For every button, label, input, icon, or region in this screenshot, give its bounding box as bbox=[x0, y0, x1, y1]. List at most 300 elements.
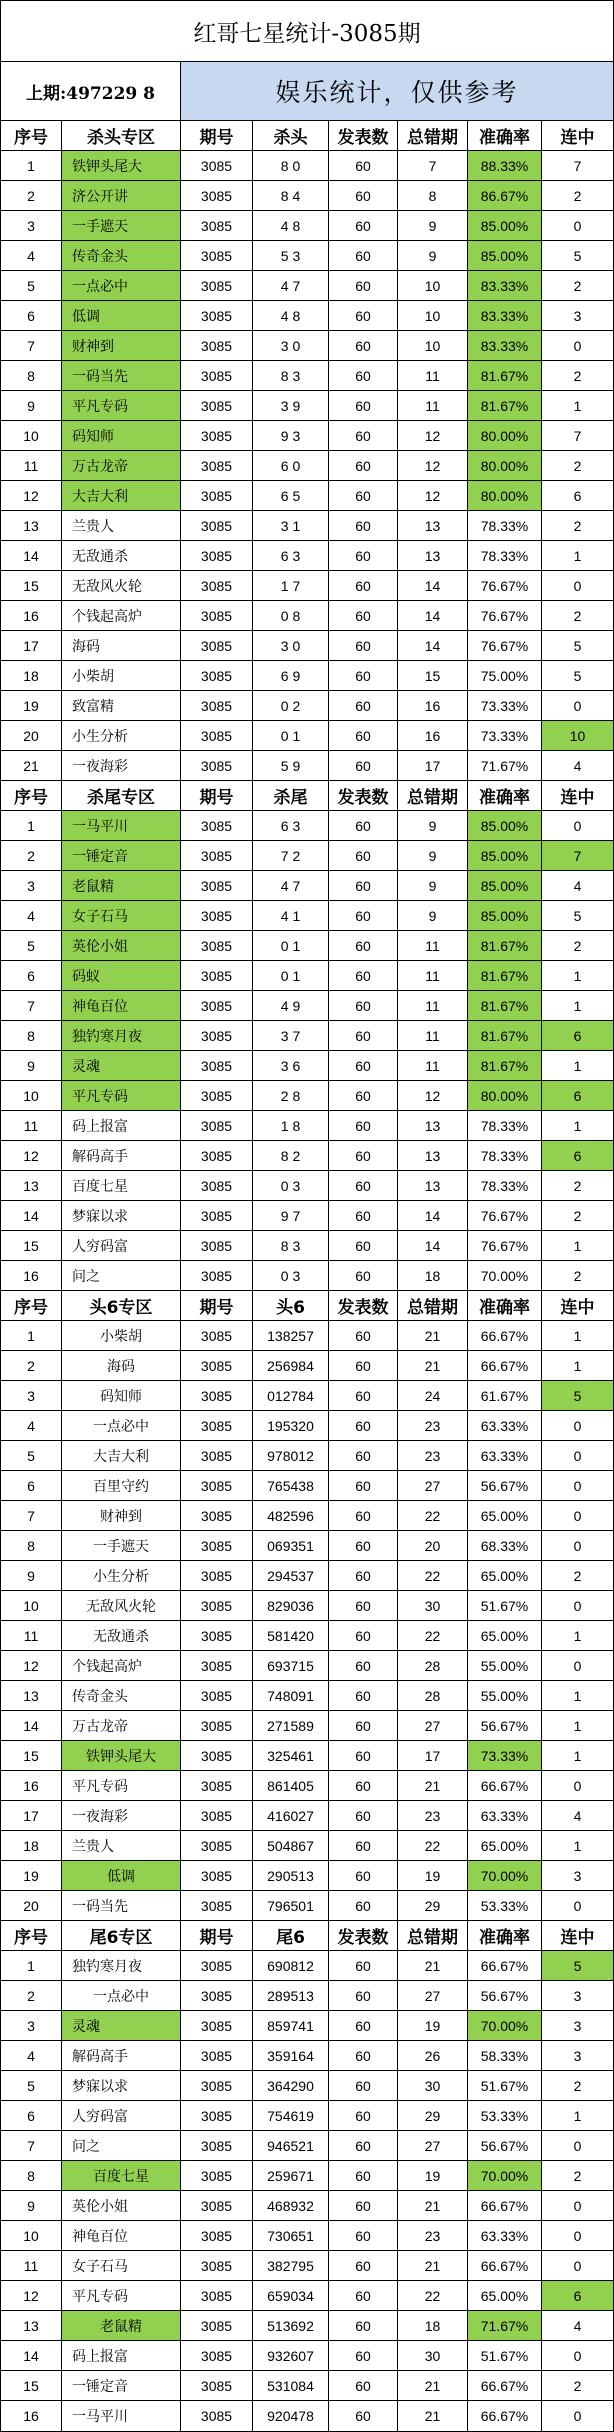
accuracy-rate-cell: 76.67% bbox=[468, 571, 542, 600]
row-number-cell: 11 bbox=[1, 2251, 62, 2280]
expert-name-cell: 传奇金头 bbox=[62, 1681, 181, 1710]
win-streak-cell: 0 bbox=[573, 697, 582, 714]
expert-name-cell: 梦寐以求 bbox=[62, 2071, 181, 2100]
win-streak-cell: 0 bbox=[573, 337, 582, 354]
published-count-cell: 60 bbox=[329, 691, 398, 720]
accuracy-rate-cell: 85.00% bbox=[468, 871, 542, 900]
expert-name-cell: 无敌风火轮 bbox=[62, 1591, 181, 1620]
row-number-cell: 12 bbox=[1, 1141, 62, 1170]
table-row bbox=[1, 451, 613, 481]
issue-number-cell: 3085 bbox=[181, 1951, 253, 1980]
column-header-published-count: 发表数 bbox=[329, 781, 398, 810]
page-title: 红哥七星统计-3085期 bbox=[1, 1, 613, 62]
accuracy-rate-cell: 56.67% bbox=[468, 1981, 542, 2010]
expert-name-cell: 一码当先 bbox=[62, 1891, 181, 1920]
table-row bbox=[1, 2071, 613, 2101]
win-streak-cell: 1 bbox=[573, 397, 582, 414]
prediction-cell: 271589 bbox=[253, 1711, 329, 1740]
expert-name-cell: 百里守约 bbox=[62, 1471, 181, 1500]
issue-number-cell: 3085 bbox=[181, 511, 253, 540]
table-row bbox=[1, 1171, 613, 1201]
column-header-row-number: 序号 bbox=[1, 1921, 62, 1950]
total-misses-cell: 23 bbox=[398, 1801, 468, 1830]
total-misses-cell: 15 bbox=[398, 661, 468, 690]
issue-number-cell: 3085 bbox=[181, 1231, 253, 1260]
section-header-row-3 bbox=[1, 1291, 613, 1321]
expert-name-cell: 兰贵人 bbox=[62, 511, 181, 540]
total-misses-cell: 13 bbox=[398, 541, 468, 570]
table-row bbox=[1, 931, 613, 961]
prediction-cell: 4 7 bbox=[253, 271, 329, 300]
total-misses-cell: 11 bbox=[398, 991, 468, 1020]
expert-name-cell: 解码高手 bbox=[62, 2041, 181, 2070]
row-number-cell: 5 bbox=[1, 2071, 62, 2100]
prediction-cell: 920478 bbox=[253, 2401, 329, 2431]
published-count-cell: 60 bbox=[329, 2341, 398, 2370]
prediction-cell: 513692 bbox=[253, 2311, 329, 2340]
prediction-cell: 1 8 bbox=[253, 1111, 329, 1140]
row-number-cell: 9 bbox=[1, 2191, 62, 2220]
published-count-cell: 60 bbox=[329, 151, 398, 180]
row-number-cell: 18 bbox=[1, 661, 62, 690]
expert-name-cell: 无敌通杀 bbox=[62, 1621, 181, 1650]
total-misses-cell: 8 bbox=[398, 181, 468, 210]
prediction-cell: 364290 bbox=[253, 2071, 329, 2100]
table-row bbox=[1, 1651, 613, 1681]
win-streak-cell: 1 bbox=[573, 1357, 582, 1374]
column-header-accuracy-rate: 准确率 bbox=[468, 121, 542, 150]
row-number-cell: 13 bbox=[1, 1681, 62, 1710]
win-streak-cell: 2 bbox=[573, 277, 582, 294]
total-misses-cell: 10 bbox=[398, 271, 468, 300]
win-streak-cell: 6 bbox=[542, 2281, 613, 2310]
issue-number-cell: 3085 bbox=[181, 391, 253, 420]
issue-number-cell: 3085 bbox=[181, 2011, 253, 2040]
expert-name-cell: 码知师 bbox=[62, 421, 181, 450]
expert-name-cell: 济公开讲 bbox=[62, 181, 181, 210]
row-number-cell: 13 bbox=[1, 1171, 62, 1200]
column-header-issue-number: 期号 bbox=[181, 1921, 253, 1950]
total-misses-cell: 29 bbox=[398, 1891, 468, 1920]
expert-name-cell: 低调 bbox=[62, 1861, 181, 1890]
issue-number-cell: 3085 bbox=[181, 271, 253, 300]
column-header-total-misses: 总错期 bbox=[398, 1291, 468, 1320]
expert-name-cell: 一点必中 bbox=[62, 1411, 181, 1440]
issue-number-cell: 3085 bbox=[181, 661, 253, 690]
table-row bbox=[1, 2371, 613, 2401]
published-count-cell: 60 bbox=[329, 751, 398, 780]
table-row bbox=[1, 1351, 613, 1381]
accuracy-rate-cell: 63.33% bbox=[468, 2221, 542, 2250]
row-number-cell: 10 bbox=[1, 1591, 62, 1620]
total-misses-cell: 23 bbox=[398, 1411, 468, 1440]
win-streak-cell: 0 bbox=[573, 1657, 582, 1674]
accuracy-rate-cell: 81.67% bbox=[468, 1021, 542, 1050]
accuracy-rate-cell: 53.33% bbox=[468, 2101, 542, 2130]
table-row bbox=[1, 271, 613, 301]
published-count-cell: 60 bbox=[329, 1411, 398, 1440]
issue-number-cell: 3085 bbox=[181, 841, 253, 870]
total-misses-cell: 14 bbox=[398, 1201, 468, 1230]
row-number-cell: 2 bbox=[1, 1351, 62, 1380]
prediction-cell: 9 3 bbox=[253, 421, 329, 450]
table-row bbox=[1, 1741, 613, 1771]
expert-name-cell: 小生分析 bbox=[62, 721, 181, 750]
summary-row bbox=[1, 62, 613, 121]
win-streak-cell: 0 bbox=[573, 1897, 582, 1914]
prediction-cell: 3 9 bbox=[253, 391, 329, 420]
published-count-cell: 60 bbox=[329, 1801, 398, 1830]
expert-name-cell: 码知师 bbox=[62, 1381, 181, 1410]
prediction-cell: 861405 bbox=[253, 1771, 329, 1800]
published-count-cell: 60 bbox=[329, 481, 398, 510]
row-number-cell: 7 bbox=[1, 1501, 62, 1530]
total-misses-cell: 21 bbox=[398, 2251, 468, 2280]
published-count-cell: 60 bbox=[329, 2221, 398, 2250]
table-row bbox=[1, 1951, 613, 1981]
win-streak-cell: 4 bbox=[573, 1807, 582, 1824]
column-header-row-number: 序号 bbox=[1, 1291, 62, 1320]
issue-number-cell: 3085 bbox=[181, 631, 253, 660]
published-count-cell: 60 bbox=[329, 1021, 398, 1050]
accuracy-rate-cell: 78.33% bbox=[468, 1141, 542, 1170]
accuracy-rate-cell: 81.67% bbox=[468, 391, 542, 420]
row-number-cell: 15 bbox=[1, 2371, 62, 2400]
row-number-cell: 21 bbox=[1, 751, 62, 780]
accuracy-rate-cell: 70.00% bbox=[468, 2161, 542, 2190]
table-row bbox=[1, 631, 613, 661]
published-count-cell: 60 bbox=[329, 721, 398, 750]
win-streak-cell: 1 bbox=[573, 2107, 582, 2124]
total-misses-cell: 21 bbox=[398, 1351, 468, 1380]
prediction-cell: 690812 bbox=[253, 1951, 329, 1980]
table-row bbox=[1, 391, 613, 421]
column-header-prediction: 头6 bbox=[253, 1291, 329, 1320]
total-misses-cell: 27 bbox=[398, 2131, 468, 2160]
prediction-cell: 0 1 bbox=[253, 931, 329, 960]
prediction-cell: 1 7 bbox=[253, 571, 329, 600]
issue-number-cell: 3085 bbox=[181, 901, 253, 930]
accuracy-rate-cell: 63.33% bbox=[468, 1801, 542, 1830]
expert-name-cell: 铁钾头尾大 bbox=[62, 1741, 181, 1770]
prediction-cell: 932607 bbox=[253, 2341, 329, 2370]
published-count-cell: 60 bbox=[329, 1981, 398, 2010]
row-number-cell: 16 bbox=[1, 1771, 62, 1800]
last-draw-result: 上期:497229 8 bbox=[1, 62, 181, 120]
table-row bbox=[1, 601, 613, 631]
win-streak-cell: 0 bbox=[573, 217, 582, 234]
prediction-cell: 946521 bbox=[253, 2131, 329, 2160]
total-misses-cell: 14 bbox=[398, 1231, 468, 1260]
win-streak-cell: 2 bbox=[573, 937, 582, 954]
row-number-cell: 14 bbox=[1, 541, 62, 570]
row-number-cell: 8 bbox=[1, 2161, 62, 2190]
win-streak-cell: 2 bbox=[573, 607, 582, 624]
issue-number-cell: 3085 bbox=[181, 301, 253, 330]
total-misses-cell: 21 bbox=[398, 2401, 468, 2431]
published-count-cell: 60 bbox=[329, 1171, 398, 1200]
expert-name-cell: 一码当先 bbox=[62, 361, 181, 390]
expert-name-cell: 老鼠精 bbox=[62, 2311, 181, 2340]
issue-number-cell: 3085 bbox=[181, 1381, 253, 1410]
row-number-cell: 6 bbox=[1, 2101, 62, 2130]
win-streak-cell: 4 bbox=[573, 757, 582, 774]
expert-name-cell: 平凡专码 bbox=[62, 391, 181, 420]
expert-name-cell: 海码 bbox=[62, 1351, 181, 1380]
row-number-cell: 5 bbox=[1, 271, 62, 300]
total-misses-cell: 21 bbox=[398, 2371, 468, 2400]
published-count-cell: 60 bbox=[329, 871, 398, 900]
expert-name-cell: 平凡专码 bbox=[62, 1771, 181, 1800]
accuracy-rate-cell: 55.00% bbox=[468, 1681, 542, 1710]
prediction-cell: 8 4 bbox=[253, 181, 329, 210]
prediction-cell: 4 8 bbox=[253, 211, 329, 240]
total-misses-cell: 22 bbox=[398, 1831, 468, 1860]
issue-number-cell: 3085 bbox=[181, 1981, 253, 2010]
prediction-cell: 4 8 bbox=[253, 301, 329, 330]
published-count-cell: 60 bbox=[329, 1711, 398, 1740]
issue-number-cell: 3085 bbox=[181, 1741, 253, 1770]
accuracy-rate-cell: 78.33% bbox=[468, 511, 542, 540]
column-header-expert-name: 杀头专区 bbox=[62, 121, 181, 150]
total-misses-cell: 11 bbox=[398, 961, 468, 990]
accuracy-rate-cell: 76.67% bbox=[468, 631, 542, 660]
issue-number-cell: 3085 bbox=[181, 2101, 253, 2130]
accuracy-rate-cell: 71.67% bbox=[468, 751, 542, 780]
expert-name-cell: 独钓寒月夜 bbox=[62, 1021, 181, 1050]
total-misses-cell: 22 bbox=[398, 1621, 468, 1650]
table-row bbox=[1, 871, 613, 901]
prediction-cell: 3 6 bbox=[253, 1051, 329, 1080]
published-count-cell: 60 bbox=[329, 1621, 398, 1650]
win-streak-cell: 0 bbox=[573, 1447, 582, 1464]
column-header-row-number: 序号 bbox=[1, 121, 62, 150]
accuracy-rate-cell: 70.00% bbox=[468, 2011, 542, 2040]
published-count-cell: 60 bbox=[329, 2251, 398, 2280]
table-row bbox=[1, 991, 613, 1021]
table-row bbox=[1, 541, 613, 571]
total-misses-cell: 13 bbox=[398, 511, 468, 540]
prediction-cell: 8 3 bbox=[253, 361, 329, 390]
total-misses-cell: 30 bbox=[398, 2071, 468, 2100]
published-count-cell: 60 bbox=[329, 961, 398, 990]
table-row bbox=[1, 571, 613, 601]
win-streak-cell: 1 bbox=[573, 1747, 582, 1764]
issue-number-cell: 3085 bbox=[181, 421, 253, 450]
accuracy-rate-cell: 73.33% bbox=[468, 691, 542, 720]
total-misses-cell: 22 bbox=[398, 1561, 468, 1590]
row-number-cell: 13 bbox=[1, 511, 62, 540]
published-count-cell: 60 bbox=[329, 2371, 398, 2400]
total-misses-cell: 9 bbox=[398, 841, 468, 870]
accuracy-rate-cell: 76.67% bbox=[468, 1231, 542, 1260]
row-number-cell: 2 bbox=[1, 181, 62, 210]
issue-number-cell: 3085 bbox=[181, 721, 253, 750]
published-count-cell: 60 bbox=[329, 331, 398, 360]
published-count-cell: 60 bbox=[329, 2011, 398, 2040]
accuracy-rate-cell: 70.00% bbox=[468, 1861, 542, 1890]
column-header-win-streak: 连中 bbox=[560, 788, 595, 808]
table-row bbox=[1, 1021, 613, 1051]
issue-number-cell: 3085 bbox=[181, 481, 253, 510]
total-misses-cell: 13 bbox=[398, 1141, 468, 1170]
stats-table bbox=[1, 121, 613, 2431]
table-row bbox=[1, 421, 613, 451]
expert-name-cell: 致富精 bbox=[62, 691, 181, 720]
accuracy-rate-cell: 88.33% bbox=[468, 151, 542, 180]
win-streak-cell: 2 bbox=[573, 2167, 582, 2184]
expert-name-cell: 一点必中 bbox=[62, 271, 181, 300]
win-streak-cell: 0 bbox=[573, 577, 582, 594]
win-streak-cell: 1 bbox=[573, 997, 582, 1014]
issue-number-cell: 3085 bbox=[181, 1861, 253, 1890]
expert-name-cell: 大吉大利 bbox=[62, 481, 181, 510]
accuracy-rate-cell: 66.67% bbox=[468, 2251, 542, 2280]
total-misses-cell: 19 bbox=[398, 2161, 468, 2190]
row-number-cell: 3 bbox=[1, 871, 62, 900]
win-streak-cell: 6 bbox=[573, 487, 582, 504]
row-number-cell: 17 bbox=[1, 631, 62, 660]
issue-number-cell: 3085 bbox=[181, 601, 253, 630]
total-misses-cell: 14 bbox=[398, 571, 468, 600]
total-misses-cell: 28 bbox=[398, 1681, 468, 1710]
row-number-cell: 14 bbox=[1, 2341, 62, 2370]
accuracy-rate-cell: 56.67% bbox=[468, 1471, 542, 1500]
win-streak-cell: 0 bbox=[573, 817, 582, 834]
published-count-cell: 60 bbox=[329, 811, 398, 840]
total-misses-cell: 9 bbox=[398, 901, 468, 930]
issue-number-cell: 3085 bbox=[181, 541, 253, 570]
total-misses-cell: 11 bbox=[398, 931, 468, 960]
published-count-cell: 60 bbox=[329, 1141, 398, 1170]
published-count-cell: 60 bbox=[329, 1501, 398, 1530]
expert-name-cell: 人穷码富 bbox=[62, 1231, 181, 1260]
row-number-cell: 16 bbox=[1, 2401, 62, 2431]
accuracy-rate-cell: 56.67% bbox=[468, 2131, 542, 2160]
prediction-cell: 3 0 bbox=[253, 331, 329, 360]
accuracy-rate-cell: 80.00% bbox=[468, 451, 542, 480]
issue-number-cell: 3085 bbox=[181, 931, 253, 960]
issue-number-cell: 3085 bbox=[181, 961, 253, 990]
prediction-cell: 796501 bbox=[253, 1891, 329, 1920]
issue-number-cell: 3085 bbox=[181, 1621, 253, 1650]
total-misses-cell: 30 bbox=[398, 1591, 468, 1620]
win-streak-cell: 4 bbox=[573, 877, 582, 894]
published-count-cell: 60 bbox=[329, 1081, 398, 1110]
prediction-cell: 2 8 bbox=[253, 1081, 329, 1110]
column-header-total-misses: 总错期 bbox=[398, 121, 468, 150]
expert-name-cell: 英伦小姐 bbox=[62, 2191, 181, 2220]
published-count-cell: 60 bbox=[329, 1741, 398, 1770]
prediction-cell: 9 7 bbox=[253, 1201, 329, 1230]
table-row bbox=[1, 1261, 613, 1291]
prediction-cell: 978012 bbox=[253, 1441, 329, 1470]
accuracy-rate-cell: 83.33% bbox=[468, 301, 542, 330]
win-streak-cell: 6 bbox=[542, 1141, 613, 1170]
win-streak-cell: 2 bbox=[573, 517, 582, 534]
issue-number-cell: 3085 bbox=[181, 1081, 253, 1110]
total-misses-cell: 17 bbox=[398, 751, 468, 780]
column-header-published-count: 发表数 bbox=[329, 1291, 398, 1320]
accuracy-rate-cell: 80.00% bbox=[468, 421, 542, 450]
column-header-prediction: 杀尾 bbox=[253, 781, 329, 810]
win-streak-cell: 0 bbox=[573, 1597, 582, 1614]
win-streak-cell: 2 bbox=[573, 1267, 582, 1284]
table-row bbox=[1, 181, 613, 211]
prediction-cell: 468932 bbox=[253, 2191, 329, 2220]
issue-number-cell: 3085 bbox=[181, 1501, 253, 1530]
accuracy-rate-cell: 51.67% bbox=[468, 2071, 542, 2100]
total-misses-cell: 9 bbox=[398, 211, 468, 240]
win-streak-cell: 1 bbox=[573, 967, 582, 984]
row-number-cell: 12 bbox=[1, 481, 62, 510]
accuracy-rate-cell: 68.33% bbox=[468, 1531, 542, 1560]
table-row bbox=[1, 2131, 613, 2161]
issue-number-cell: 3085 bbox=[181, 1801, 253, 1830]
accuracy-rate-cell: 65.00% bbox=[468, 1831, 542, 1860]
win-streak-cell: 0 bbox=[573, 2408, 582, 2424]
column-header-win-streak: 连中 bbox=[560, 128, 595, 148]
accuracy-rate-cell: 80.00% bbox=[468, 481, 542, 510]
row-number-cell: 5 bbox=[1, 1441, 62, 1470]
issue-number-cell: 3085 bbox=[181, 1441, 253, 1470]
table-row bbox=[1, 1621, 613, 1651]
accuracy-rate-cell: 65.00% bbox=[468, 2281, 542, 2310]
published-count-cell: 60 bbox=[329, 2401, 398, 2431]
prediction-cell: 4 7 bbox=[253, 871, 329, 900]
issue-number-cell: 3085 bbox=[181, 1471, 253, 1500]
table-row bbox=[1, 1381, 613, 1411]
row-number-cell: 10 bbox=[1, 1081, 62, 1110]
accuracy-rate-cell: 86.67% bbox=[468, 181, 542, 210]
prediction-cell: 4 1 bbox=[253, 901, 329, 930]
published-count-cell: 60 bbox=[329, 1531, 398, 1560]
expert-name-cell: 小柴胡 bbox=[62, 661, 181, 690]
win-streak-cell: 2 bbox=[573, 1207, 582, 1224]
expert-name-cell: 一手遮天 bbox=[62, 1531, 181, 1560]
prediction-cell: 693715 bbox=[253, 1651, 329, 1680]
prediction-cell: 256984 bbox=[253, 1351, 329, 1380]
row-number-cell: 8 bbox=[1, 361, 62, 390]
issue-number-cell: 3085 bbox=[181, 811, 253, 840]
win-streak-cell: 2 bbox=[573, 1177, 582, 1194]
win-streak-cell: 0 bbox=[573, 2227, 582, 2244]
total-misses-cell: 21 bbox=[398, 1321, 468, 1350]
row-number-cell: 12 bbox=[1, 1651, 62, 1680]
section-header-row-1 bbox=[1, 121, 613, 151]
total-misses-cell: 9 bbox=[398, 811, 468, 840]
published-count-cell: 60 bbox=[329, 991, 398, 1020]
accuracy-rate-cell: 81.67% bbox=[468, 961, 542, 990]
column-header-published-count: 发表数 bbox=[329, 121, 398, 150]
win-streak-cell: 0 bbox=[573, 1777, 582, 1794]
win-streak-cell: 2 bbox=[573, 187, 582, 204]
published-count-cell: 60 bbox=[329, 1321, 398, 1350]
accuracy-rate-cell: 76.67% bbox=[468, 601, 542, 630]
table-row bbox=[1, 2281, 613, 2311]
total-misses-cell: 18 bbox=[398, 1261, 468, 1290]
table-row bbox=[1, 961, 613, 991]
issue-number-cell: 3085 bbox=[181, 1351, 253, 1380]
row-number-cell: 19 bbox=[1, 1861, 62, 1890]
table-row bbox=[1, 331, 613, 361]
column-header-accuracy-rate: 准确率 bbox=[468, 781, 542, 810]
column-header-accuracy-rate: 准确率 bbox=[468, 1921, 542, 1950]
win-streak-cell: 3 bbox=[573, 2017, 582, 2034]
total-misses-cell: 26 bbox=[398, 2041, 468, 2070]
accuracy-rate-cell: 85.00% bbox=[468, 811, 542, 840]
accuracy-rate-cell: 81.67% bbox=[468, 991, 542, 1020]
